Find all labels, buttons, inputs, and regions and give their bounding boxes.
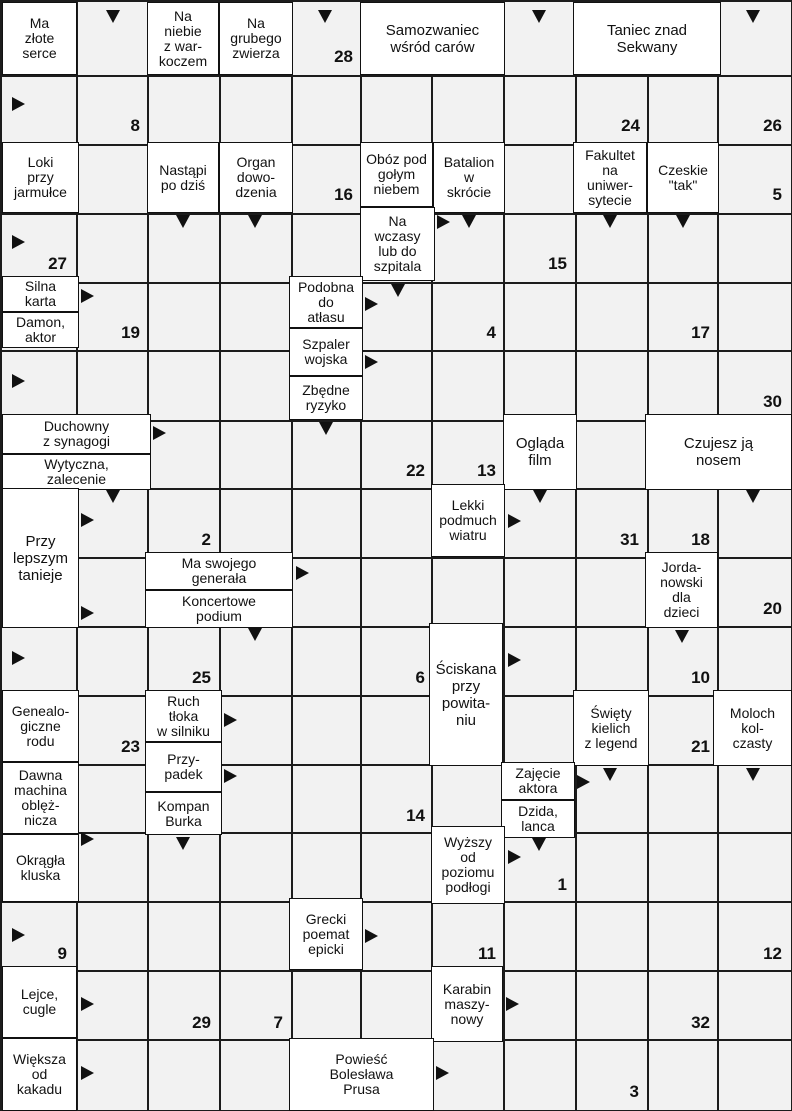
clue-ma-zlote-serce: Ma złote serce: [2, 2, 77, 75]
clue-na-grubego-zwierza: Na grubego zwierza: [219, 2, 293, 75]
cell-number: 10: [691, 668, 710, 687]
arrow-down-icon: [676, 215, 690, 228]
clue-czeskie-tak: Czeskie "tak": [647, 142, 719, 213]
cell-number: 5: [772, 185, 782, 204]
clue-batalion-w-skrocie: Batalion w skrócie: [433, 142, 505, 213]
cell-number: 17: [691, 323, 710, 342]
clue-okragla-kluska: Okrągła kluska: [2, 834, 79, 902]
clue-dawna-machina: Dawna machina oblęż- nicza: [2, 762, 79, 834]
cell-number: 15: [548, 254, 567, 273]
grid-line-horizontal: [0, 350, 792, 352]
cell-number: 24: [621, 116, 640, 135]
arrow-right-icon: [12, 374, 25, 388]
cell-number: 21: [691, 737, 710, 756]
arrow-right-icon: [508, 653, 521, 667]
cell-number: 6: [415, 668, 425, 687]
clue-duchowny: Duchowny z synagogi: [2, 414, 151, 454]
cell-number: 8: [130, 116, 140, 135]
clue-organ-dowodzenia: Organ dowo- dzenia: [219, 142, 293, 213]
clue-fakultet: Fakultet na uniwer- sytecie: [573, 142, 647, 213]
clue-genealogiczne: Genealo- giczne rodu: [2, 690, 79, 762]
arrow-down-icon: [176, 837, 190, 850]
arrow-right-icon: [81, 606, 94, 620]
clue-karabin: Karabin maszy- nowy: [431, 966, 503, 1042]
arrow-right-icon: [81, 513, 94, 527]
clue-zbedne-ryzyko: Zbędne ryzyko: [289, 376, 363, 420]
grid-line-horizontal: [0, 901, 792, 903]
clue-wytyczna: Wytyczna, zalecenie: [2, 454, 151, 490]
arrow-right-icon: [81, 832, 94, 846]
arrow-down-icon: [462, 215, 476, 228]
arrow-right-icon: [506, 997, 519, 1011]
arrow-down-icon: [391, 284, 405, 297]
arrow-down-icon: [106, 10, 120, 23]
clue-podobna-do-atlasu: Podobna do atłasu: [289, 276, 363, 328]
grid-line-horizontal: [0, 970, 792, 972]
cell-number: 13: [477, 461, 496, 480]
clue-sciskana: Ściskana przy powita- niu: [429, 623, 503, 766]
cell-number: 25: [192, 668, 211, 687]
grid-line-horizontal: [0, 695, 792, 697]
arrow-right-icon: [436, 1066, 449, 1080]
cell-number: 29: [192, 1013, 211, 1032]
clue-wieksza-od-kakadu: Większa od kakadu: [2, 1038, 77, 1111]
clue-silna-karta: Silna karta: [2, 276, 79, 312]
cell-number: 11: [478, 944, 496, 963]
arrow-down-icon: [675, 630, 689, 643]
arrow-down-icon: [248, 215, 262, 228]
arrow-right-icon: [81, 289, 94, 303]
arrow-down-icon: [746, 490, 760, 503]
arrow-right-icon: [577, 775, 590, 789]
clue-samozwaniec: Samozwaniec wśród carów: [360, 2, 505, 75]
clue-grecki-poemat: Grecki poemat epicki: [289, 898, 363, 970]
clue-ruch-tloka: Ruch tłoka w silniku: [145, 690, 222, 742]
arrow-right-icon: [81, 1066, 94, 1080]
arrow-right-icon: [224, 713, 237, 727]
arrow-right-icon: [224, 769, 237, 783]
clue-czujesz-ja-nosem: Czujesz ją nosem: [645, 414, 792, 490]
clue-swiety-kielich: Święty kielich z legend: [573, 690, 649, 766]
cell-number: 32: [691, 1013, 710, 1032]
arrow-down-icon: [746, 10, 760, 23]
clue-koncertowe-podium: Koncertowe podium: [145, 590, 293, 628]
arrow-down-icon: [603, 768, 617, 781]
clue-damon-aktor: Damon, aktor: [2, 312, 79, 348]
clue-moloch: Moloch kol- czasty: [713, 690, 792, 766]
arrow-down-icon: [318, 10, 332, 23]
clue-jordanowski: Jorda- nowski dla dzieci: [645, 552, 718, 628]
clue-powiesc-prusa: Powieść Bolesława Prusa: [289, 1038, 434, 1111]
arrow-down-icon: [248, 628, 262, 641]
cell-number: 23: [121, 737, 140, 756]
cell-number: 22: [406, 461, 425, 480]
clue-przy-lepszym-tanieje: Przy lepszym tanieje: [2, 488, 79, 628]
clue-dzida: Dzida, lanca: [501, 800, 575, 838]
arrow-right-icon: [12, 928, 25, 942]
cell-number: 19: [121, 323, 140, 342]
clue-na-niebie-z-warkoczem: Na niebie z war- koczem: [147, 2, 219, 75]
arrow-right-icon: [12, 651, 25, 665]
grid-line-horizontal: [0, 764, 792, 766]
cell-number: 26: [763, 116, 782, 135]
cell-number: 2: [201, 530, 211, 549]
clue-zajecie-aktora: Zajęcie aktora: [501, 762, 575, 800]
cell-number: 9: [57, 944, 67, 963]
arrow-down-icon: [176, 215, 190, 228]
arrow-down-icon: [532, 838, 546, 851]
cell-number: 7: [273, 1013, 283, 1032]
cell-number: 31: [620, 530, 639, 549]
arrow-down-icon: [603, 215, 617, 228]
grid-line-horizontal: [0, 75, 792, 77]
clue-ma-swojego-generala: Ma swojego generała: [145, 552, 293, 590]
cell-number: 28: [334, 47, 353, 66]
clue-lejce: Lejce, cugle: [2, 966, 77, 1038]
arrow-right-icon: [365, 355, 378, 369]
cell-number: 1: [557, 875, 567, 894]
arrow-right-icon: [296, 566, 309, 580]
arrow-right-icon: [365, 297, 378, 311]
clue-przypadek: Przy- padek: [145, 742, 222, 792]
arrow-down-icon: [532, 10, 546, 23]
clue-loki-przy-jarmulce: Loki przy jarmułce: [2, 142, 79, 213]
clue-lekki-podmuch: Lekki podmuch wiatru: [431, 484, 505, 557]
cell-number: 18: [691, 530, 710, 549]
clue-oboz-pod-golym-niebem: Obóz pod gołym niebem: [360, 142, 433, 207]
arrow-right-icon: [12, 235, 25, 249]
arrow-right-icon: [153, 426, 166, 440]
arrow-down-icon: [746, 768, 760, 781]
arrow-right-icon: [81, 997, 94, 1011]
cell-number: 4: [486, 323, 496, 342]
cell-number: 30: [763, 392, 782, 411]
arrow-down-icon: [319, 422, 333, 435]
arrow-right-icon: [508, 850, 521, 864]
cell-number: 20: [763, 599, 782, 618]
cell-number: 16: [334, 185, 353, 204]
clue-taniec-znad-sekwany: Taniec znad Sekwany: [573, 2, 721, 75]
cell-number: 14: [406, 806, 425, 825]
cell-number: 12: [763, 944, 782, 963]
arrow-down-icon: [533, 490, 547, 503]
arrow-down-icon: [106, 490, 120, 503]
clue-kompan-burka: Kompan Burka: [145, 792, 222, 835]
clue-na-wczasy: Na wczasy lub do szpitala: [360, 207, 435, 281]
arrow-right-icon: [12, 97, 25, 111]
clue-wyzszy-od-poziomu: Wyższy od poziomu podłogi: [431, 826, 505, 904]
clue-szpaler-wojska: Szpaler wojska: [289, 328, 363, 376]
cell-number: 27: [48, 254, 67, 273]
arrow-right-icon: [437, 215, 450, 229]
clue-oglada-film: Ogląda film: [503, 414, 577, 490]
clue-nastapi-po-dzis: Nastąpi po dziś: [147, 142, 219, 213]
arrow-right-icon: [508, 514, 521, 528]
arrow-right-icon: [365, 929, 378, 943]
cell-number: 3: [629, 1082, 639, 1101]
grid-line-horizontal: [0, 832, 792, 834]
